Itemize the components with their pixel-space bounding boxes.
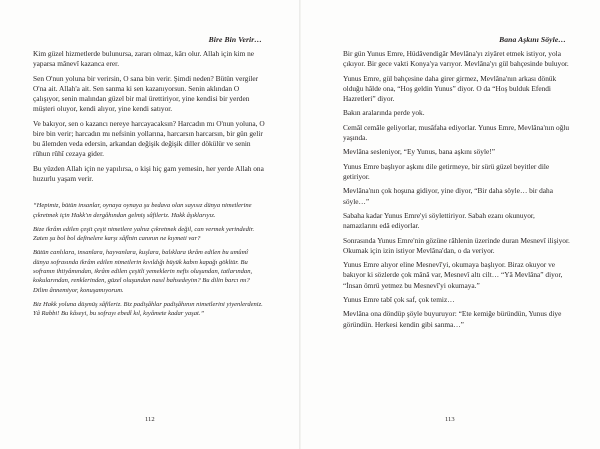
paragraph: Bakın aralarında perde yok. <box>343 108 425 118</box>
section-spacer <box>33 188 265 201</box>
running-header: Bana Aşkını Söyle… <box>499 35 566 44</box>
running-header: Bire Bin Verir… <box>208 35 262 44</box>
paragraph: Sen O'nun yoluna bir verirsin, O sana bin verir. Şimdi neden? Bütün vergiler O'na ait. Allah'a ait. Sen sanma ki sen kazanıyorsun. Senin aklından O çalışıyor, senin malından güzel bir mal ürettiriyor, yine kendisi bir yerden müşteri oluyor, kendi alıyor, yine kendi satıyor. <box>33 73 259 114</box>
paragraph: Yunus Emre alıyor eline Mesnevî'yi, okumaya başlıyor. Biraz okuyor ve bakıyor ki sözlerde çok mânâ var, Mesnevî altı cilt… “Yâ Mevlâna” diyor, “İnsan ömrü yetmez bu Mesnevî'yi okumaya.” <box>343 260 563 290</box>
quote-paragraph: Bütün canlılara, insanlara, hayvanlara, kuşlara, balıklara ikrâm edilen bu umûmî dünya sofrasında ikrâm edilen nimetlerin kıvıldığı büyük kabın kapağı gökltür. Bu sofranın ihtiyâmından, ikrâm edilen çeşitli yemeklerin nefis oluşundan, tatlarından, kokularından, renklerinden, güzel oluşundan nasıl bahsedeyim? Bu dilin barcı mı? Dilim ânnemiyor, konuşamıyorum. <box>33 249 253 294</box>
page-body <box>343 49 570 334</box>
right-page <box>300 0 600 449</box>
quote-paragraph: “Hepimiz, bütün insanlar, oynaya oynaya şu bedava olan sayısız dünya nimetlerine çıkretmek için Hakk'ın dergâhından gelmiş sâfileriz. Hakk âşıklarıyız. <box>33 202 252 219</box>
paragraph: Mevlâna'nın çok hoşuna gidiyor, yine diyor, “Bir daha söyle… bir daha söyle…” <box>343 186 553 206</box>
paragraph: Mevlâna sesleniyor, “Ey Yunus, bana aşkını söyle!” <box>343 147 495 157</box>
paragraph: Bir gün Yunus Emre, Hüdâvendigâr Mevlâna'yı ziyâret etmek istiyor, yola çıkıyor. Bir gece vakti Konya'ya varıyor. Mevlâna'yı gül bahçesinde buluyor. <box>343 49 569 69</box>
paragraph: Sonrasında Yunus Emre'nin gözüne râhlenin üzerinde duran Mesnevî ilişiyor. Okumak için izin istiyor Mevlâna'dan, o da veriyor. <box>343 235 570 255</box>
paragraph: Mevlâna ona döndüp şöyle buyuruyor: “Ete kemiğe büründün, Yunus diye göründün. Herkesi kendin gibi sanma…” <box>343 309 562 329</box>
paragraph: Yunus Emre, gül bahçesine daha girer girmez, Mevlâna'nın arkası dönük olduğu hâlde ona, “Hoş geldin Yunus” diyor. O da “Hoş bulduk Efendi Hazretleri” diyor. <box>343 73 557 104</box>
quote-paragraph: Bize ikrâm edilen çeşit çeşit nimetlere yalnız çıkretmek değil, can vermek yerindedir. Zaten şu bol bol definelere karşı sâfînin canının ne kıymeti var? <box>33 225 255 243</box>
paragraph: Yunus Emre başlıyor aşkını dile getirmeye, bir sürü güzel beyitler dile getiriyor. <box>343 161 550 181</box>
page-number: 113 <box>445 416 455 423</box>
quote-paragraph: Biz Hakk yoluna düşmüş sâfileriz. Biz padişâhlar padişâhının nimetlerini yiyenlerdeniz. Yâ Rabbi! Bu kâseyi, bu sofrayı ebedî kıl, kıyâmete kadar yaşat.” <box>33 300 263 318</box>
paragraph: Yunus Emre tabî çok saf, çok temiz… <box>343 294 455 304</box>
page-body <box>33 49 265 323</box>
paragraph: Ve bakıyor, sen o kazancı nereye harcayacaksın? Harcadın mı O'nun yoluna, O bire bin verir; harcadın mı nefsinin yollarına, harcarsın harcarsın, bir gün gelir bu âlemden veda edersin, arkandan değişik değişik diller dökülür ve senin rûhun rûhî cezaya gider. <box>33 118 265 159</box>
paragraph: Kim güzel hizmetlerde bulunursa, zararı olmaz, kârı olur. Allah için kim ne yaparsa mânevî kazanca erer. <box>33 49 255 69</box>
paragraph: Sabaha kadar Yunus Emre'yi söylettiriyor. Sabah ezanı okunuyor, namazlarını edâ ediyorlar. <box>343 210 535 231</box>
paragraph: Bu yüzden Allah için ne yapılırsa, o kişi hiç gam yemesin, her yerde Allah ona huzurlu yaşam verir. <box>33 163 264 184</box>
page-number: 112 <box>145 416 155 423</box>
paragraph: Cemâl cemâle geliyorlar, musâfaha ediyorlar. Yunus Emre, Mevlâna'nın oğlu yaşında. <box>343 122 570 143</box>
